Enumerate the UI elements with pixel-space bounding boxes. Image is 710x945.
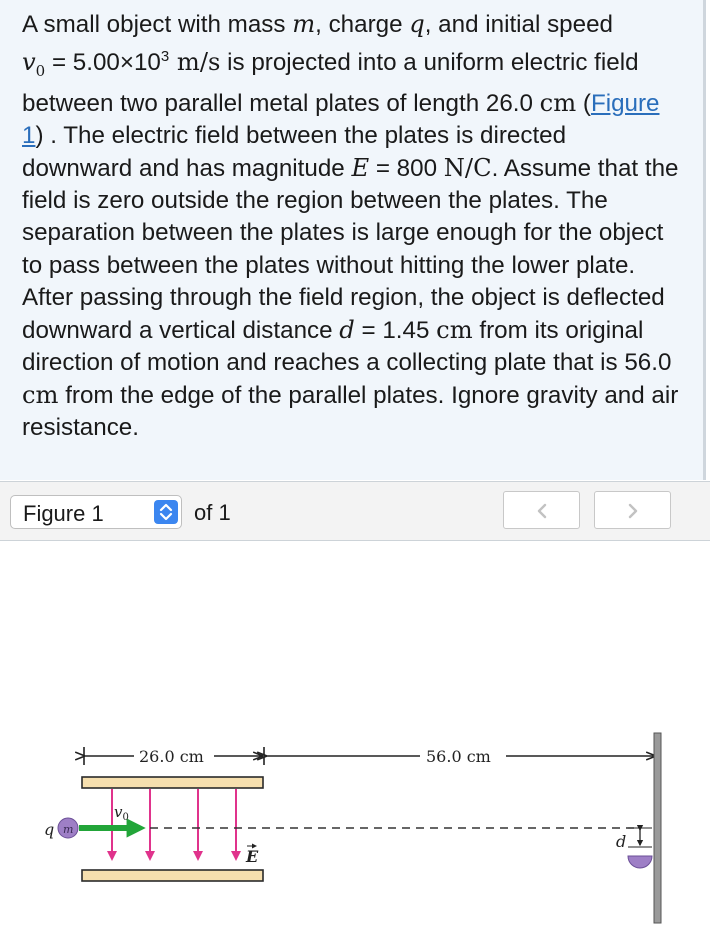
figure-toolbar xyxy=(0,481,710,541)
mass-symbol: m xyxy=(292,10,316,38)
chevron-right-icon xyxy=(595,492,672,530)
initial-speed-symbol: v xyxy=(22,48,36,77)
initial-speed-exponent: 3 xyxy=(160,48,170,66)
field-symbol: E xyxy=(351,154,370,183)
select-arrows-icon[interactable] xyxy=(154,500,178,524)
figure-select-value: Figure 1 xyxy=(23,501,104,526)
distance-label: 56.0 cm xyxy=(426,747,491,766)
figure-select[interactable] xyxy=(10,495,182,529)
problem-text-segment: from the edge of the parallel plates. Ignore gravity and air resistance. xyxy=(22,381,679,442)
length-unit: cm xyxy=(22,380,59,409)
speed-unit: m/s xyxy=(169,48,221,77)
problem-text-segment: = 800 xyxy=(369,155,444,183)
figure-area xyxy=(0,542,710,940)
figure-1-link[interactable]: Figure 1 xyxy=(22,90,660,150)
charge-label: q xyxy=(44,820,55,839)
previous-figure-button[interactable] xyxy=(503,491,580,529)
distance-dimension xyxy=(266,747,655,766)
field-unit: N/C xyxy=(443,154,492,183)
next-figure-button[interactable] xyxy=(594,491,671,529)
electric-field-arrows xyxy=(112,789,236,859)
charge-symbol: q xyxy=(409,10,425,38)
top-plate xyxy=(82,777,263,788)
problem-text-segment: ( xyxy=(576,90,591,118)
problem-text-segment: is projected into a uniform electric field between two parallel metal plates of length 26.0 xyxy=(22,49,639,118)
deflection-label: d xyxy=(616,832,627,851)
velocity-label: $v_0$ xyxy=(114,803,129,823)
problem-text-segment: from its original direction of motion and reaches a collecting plate that is 56.0 xyxy=(22,316,672,376)
length-unit: cm xyxy=(436,315,473,344)
impact-charge xyxy=(628,856,652,868)
collecting-plate xyxy=(654,733,661,923)
deflection-symbol: d xyxy=(339,315,355,344)
length-unit: cm xyxy=(539,89,577,118)
problem-text-segment: , charge xyxy=(315,11,410,38)
problem-text-segment: , and initial speed xyxy=(424,11,613,38)
figure-count-label: of 1 xyxy=(194,500,231,525)
mass-label: m xyxy=(63,823,74,836)
problem-text-segment: . Assume that the field is zero outside the region between the plates. The separation between the plates is large enough for the object to pass between the plates without hitting the lower plate. After passing through the field region, the object is deflected downward a vertical distance xyxy=(22,155,679,344)
problem-text-segment: A small object with mass xyxy=(22,11,293,38)
problem-text-segment: ) . The electric field between the plates is directed downward and has magnitude xyxy=(22,122,567,183)
initial-speed-subscript: 0 xyxy=(35,61,46,80)
bottom-plate xyxy=(82,870,263,881)
chevron-left-icon xyxy=(504,492,581,530)
field-label: E xyxy=(246,847,259,866)
problem-text xyxy=(22,8,681,451)
problem-text-segment: = 1.45 xyxy=(354,316,437,344)
problem-text-segment: = 5.00×10 xyxy=(45,49,161,77)
plate-length-dimension xyxy=(84,747,264,766)
plate-length-label: 26.0 cm xyxy=(139,747,204,766)
deflection-diagram xyxy=(0,542,710,940)
deflection-marker xyxy=(616,828,652,851)
